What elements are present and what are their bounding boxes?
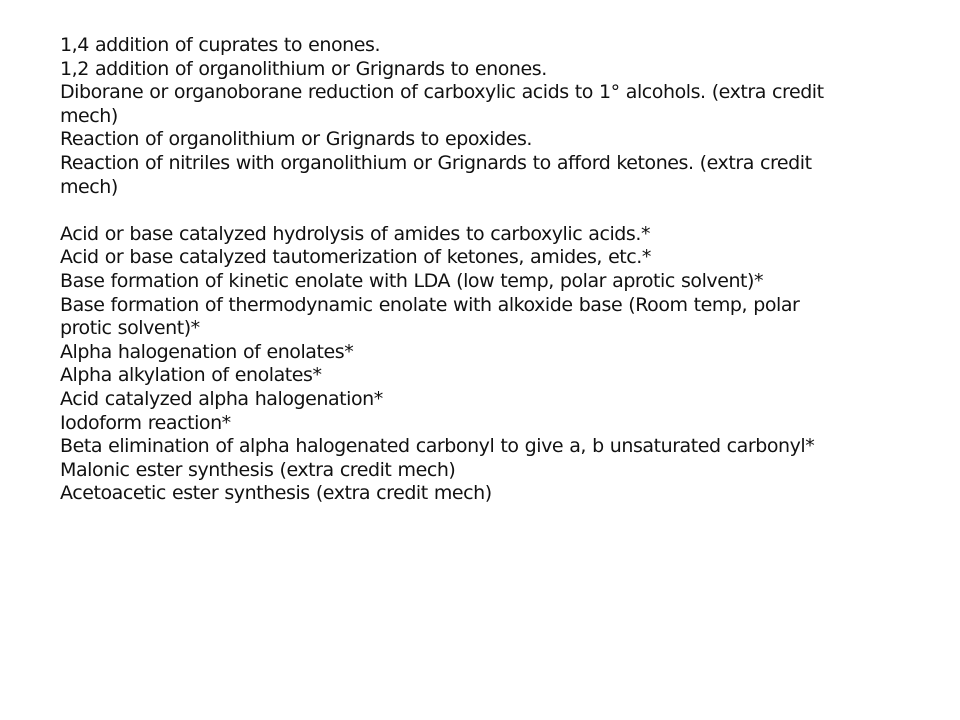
- list-item: 1,4 addition of cuprates to enones.: [60, 34, 381, 56]
- list-item: 1,2 addition of organolithium or Grignards to enones.: [60, 57, 547, 80]
- list-item: Beta elimination of alpha halogenated carbonyl to give a, b unsaturated carbonyl*: [60, 435, 815, 458]
- list-item: Malonic ester synthesis (extra credit mech): [60, 458, 456, 481]
- list-item: Base formation of thermodynamic enolate with alkoxide base (Room temp, polar protic solvent)*: [60, 293, 800, 340]
- list-item: Reaction of organolithium or Grignards to epoxides.: [60, 128, 532, 151]
- list-item: Acid catalyzed alpha halogenation*: [60, 387, 383, 410]
- list-item: Acetoacetic ester synthesis (extra credit mech): [60, 482, 492, 505]
- list-item: Alpha halogenation of enolates*: [60, 340, 354, 363]
- list-item: Diborane or organoborane reduction of carboxylic acids to 1° alcohols. (extra credit mech): [60, 81, 824, 127]
- list-item: Iodoform reaction*: [60, 411, 231, 434]
- list-item: Reaction of nitriles with organolithium or Grignards to afford ketones. (extra credit mech): [60, 151, 812, 198]
- list-item: Alpha alkylation of enolates*: [60, 364, 322, 387]
- list-item: Acid or base catalyzed hydrolysis of amides to carboxylic acids.*: [60, 222, 651, 245]
- list-item: Acid or base catalyzed tautomerization of ketones, amides, etc.*: [60, 246, 651, 269]
- blank-line: [60, 199, 835, 223]
- list-item: Base formation of kinetic enolate with LDA (low temp, polar aprotic solvent)*: [60, 269, 764, 292]
- reaction-list: [60, 34, 835, 506]
